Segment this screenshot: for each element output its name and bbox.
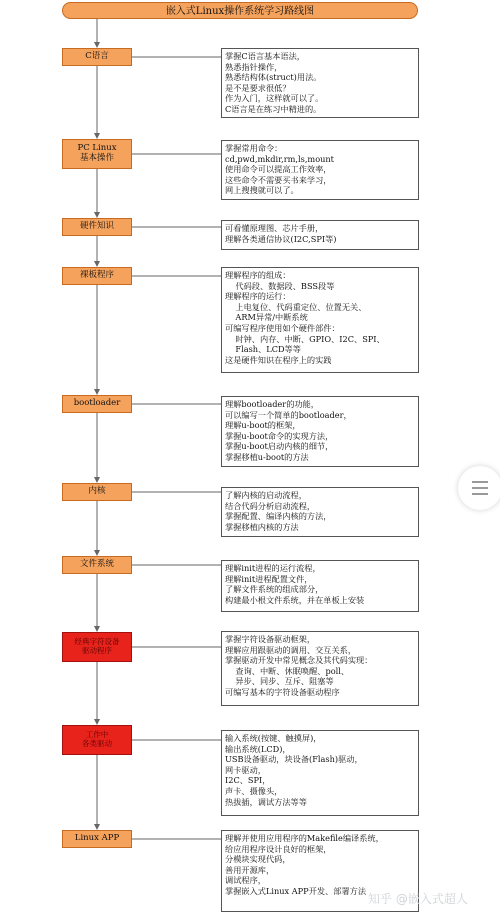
step-description-6: 了解内核的启动流程， 结合代码分析启动流程， 掌握配置、编译内核的方法， 掌握移植内核的方法 [221,487,419,537]
step-description-3: 可看懂原理图、芯片手册， 理解各类通信协议(I2C,SPI等) [221,220,419,250]
step-description-10: 理解并使用应用程序的Makefile编译系统， 给应用程序设计良好的框架， 分模块实现代码， 善用开源库， 调试程序， 掌握嵌入式Linux APP开发、部署方法 [221,830,419,912]
step-label: 文件系统 [79,559,114,570]
menu-icon [472,481,488,483]
step-label: 工作中 各类驱动 [82,730,112,748]
step-box-4 [62,267,132,285]
step-label: PC Linux 基本操作 [77,143,117,163]
step-box-6 [62,483,132,501]
step-box-5 [62,395,132,413]
step-description-4: 理解程序的组成： 代码段、数据段、BSS段等 理解程序的运行： 上电复位、代码重定位、位置无关、 ARM异常/中断系统 可编写程序使用如个硬件部件： 时钟、内存、中断、GPIO、I2C、SPI、 Flash、LCD等等 这是硬件知识在程序上的实践 [221,267,419,373]
step-description-2: 掌握常用命令： cd,pwd,mkdir,rm,ls,mount 使用命令可以提高工作效率， 这些命令不需要买书来学习， 网上搜搜就可以了。 [221,140,419,200]
step-box-8 [62,632,132,662]
step-description-9: 输入系统(按键、触摸屏)， 输出系统(LCD)， USB设备驱动，块设备(Flash)驱动， 网卡驱动， I2C、SPI， 声卡、摄像头， 热拔插，调试方法等等 [221,730,419,816]
step-box-3 [62,218,132,236]
step-label: Linux APP [74,833,120,844]
step-box-10 [62,830,132,848]
step-box-1 [62,48,132,66]
step-description-5: 理解bootloader的功能， 可以编写一个简单的bootloader， 理解u-boot的框架， 掌握u-boot命令的实现方法， 掌握u-boot启动内核的细节， 掌握移植u-boot的方法 [221,396,419,467]
step-box-2 [62,139,132,169]
watermark: 知乎 @嵌入式超人 [368,892,468,906]
step-label: 经典字符设备 驱动程序 [74,637,120,655]
step-description-1: 掌握C语言基本语法， 熟悉指针操作， 熟悉结构体(struct)用法。 是不是要求很低？ 作为入门，这样就可以了。 C语言是在练习中精进的。 [221,48,419,118]
step-label: bootloader [73,398,121,409]
step-description-7: 理解init进程的运行流程， 理解init进程配置文件， 了解文件系统的组成部分， 构建最小根文件系统，并在单板上安装 [221,560,419,612]
step-label: 裸板程序 [79,270,114,281]
step-label: 硬件知识 [79,221,114,232]
step-box-7 [62,556,132,574]
menu-button[interactable] [458,466,500,510]
step-box-9 [62,725,132,755]
step-label: 内核 [88,486,106,497]
diagram-title: 嵌入式Linux操作系统学习路线图 [62,2,418,19]
step-description-8: 掌握字符设备驱动框架， 理解应用跟驱动的调用、交互关系， 掌握驱动开发中常见概念及其代码实现： 查询、中断、休眠唤醒、poll、 异步、同步、互斥、阻塞等 可编写基本的字符设备驱动程序 [221,631,419,706]
step-label: C语言 [85,51,109,62]
